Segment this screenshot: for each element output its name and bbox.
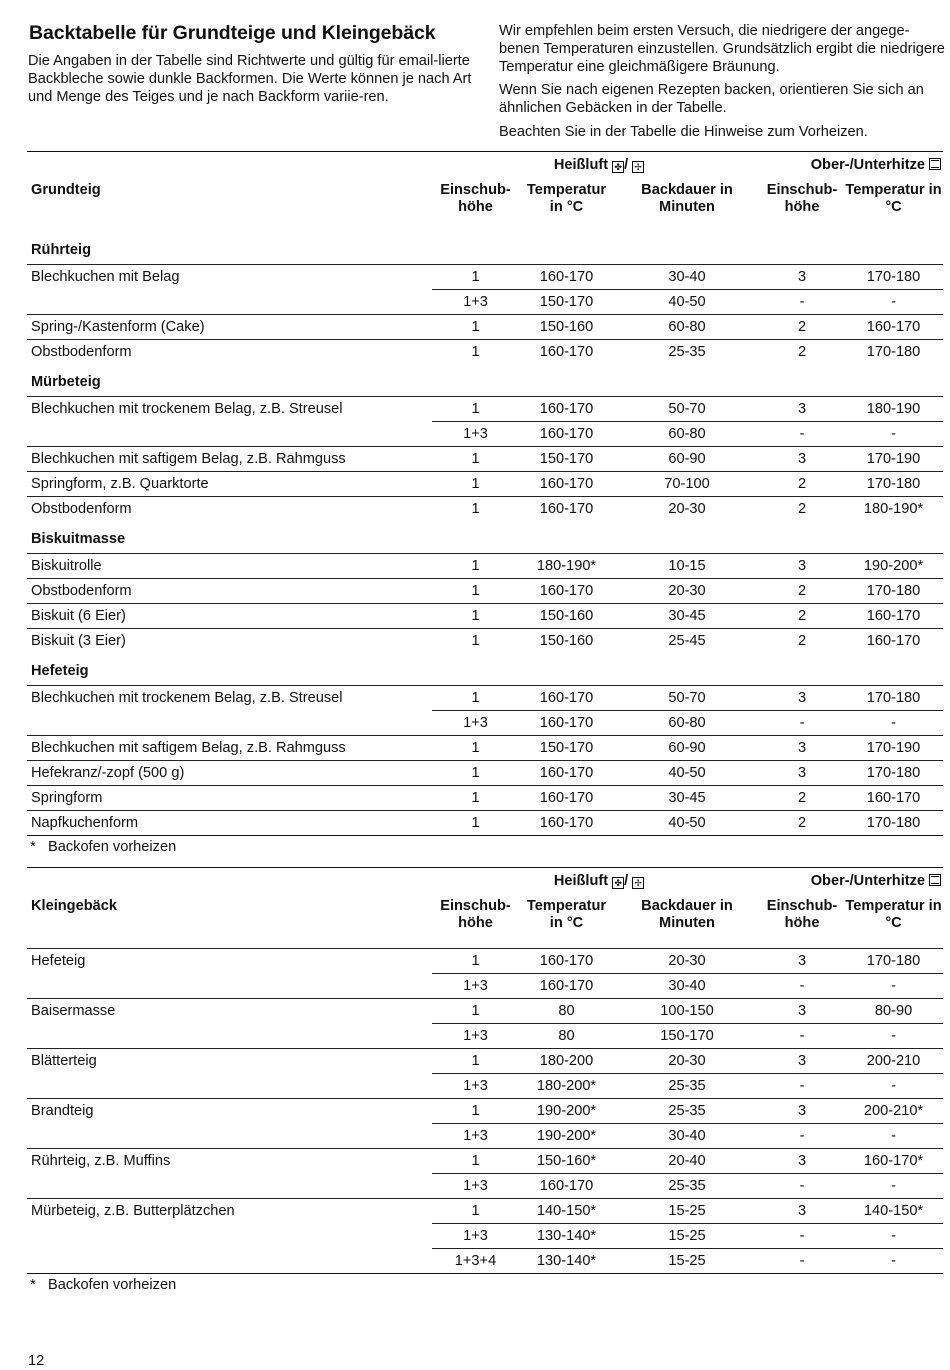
temperature-cell: 160-170* <box>844 1149 943 1174</box>
shelf-height-cell: 2 <box>760 811 844 836</box>
footnote-marker: * <box>30 1277 36 1293</box>
temperature-cell: 180-190* <box>844 497 943 522</box>
bake-item-name <box>27 1124 432 1149</box>
temperature-cell: 160-170 <box>844 315 943 340</box>
temperature-cell: 150-160 <box>519 315 614 340</box>
bake-item-name <box>27 711 432 736</box>
temperature-cell: 200-210 <box>844 1049 943 1074</box>
column-header-temperature: Temperatur in °C <box>526 898 607 931</box>
bake-item-name <box>27 422 432 447</box>
shelf-height-cell: 1 <box>432 999 519 1024</box>
group-heading: Biskuitmasse <box>31 531 126 547</box>
footnote-marker: * <box>30 839 36 855</box>
mode-label: Heißluft <box>553 156 609 173</box>
table-row <box>27 554 943 579</box>
shelf-height-cell: - <box>760 1074 844 1099</box>
footnote-text: Backofen vorheizen <box>48 839 177 855</box>
duration-cell: 30-40 <box>614 265 760 290</box>
bake-item-name: Napfkuchenform <box>27 811 432 836</box>
bake-item-name: Obstbodenform <box>27 497 432 522</box>
group-heading-row <box>27 521 943 554</box>
table-row <box>27 999 943 1024</box>
intro-text-right <box>499 23 949 148</box>
temperature-cell: 160-170 <box>519 340 614 365</box>
shelf-height-cell: 1+3 <box>432 711 519 736</box>
temperature-cell: 200-210* <box>844 1099 943 1124</box>
bake-item-name: Blechkuchen mit Belag <box>27 265 432 290</box>
column-header-dough: Kleingebäck <box>31 898 117 914</box>
bake-item-name: Spring-/Kastenform (Cake) <box>27 315 432 340</box>
duration-cell: 30-40 <box>614 974 760 999</box>
temperature-cell: 190-200* <box>519 1099 614 1124</box>
duration-cell: 15-25 <box>614 1249 760 1274</box>
table-row <box>27 422 943 447</box>
shelf-height-cell: 1 <box>432 1049 519 1074</box>
duration-cell: 50-70 <box>614 686 760 711</box>
group-heading: Rührteig <box>31 242 91 258</box>
bake-item-name: Blechkuchen mit saftigem Belag, z.B. Rahmguss <box>27 736 432 761</box>
table-row <box>27 397 943 422</box>
temperature-cell: 160-170 <box>844 604 943 629</box>
temperature-cell: 160-170 <box>844 629 943 654</box>
temperature-cell: 180-200 <box>519 1049 614 1074</box>
table-row <box>27 711 943 736</box>
temperature-cell: 170-180 <box>844 340 943 365</box>
group-heading: Mürbeteig <box>31 374 101 390</box>
temperature-cell: 130-140* <box>519 1249 614 1274</box>
temperature-cell: 160-170 <box>519 949 614 974</box>
shelf-height-cell: 1 <box>432 340 519 365</box>
temperature-cell: 150-170 <box>519 290 614 315</box>
shelf-height-cell: 1 <box>432 1099 519 1124</box>
shelf-height-cell: 1+3 <box>432 974 519 999</box>
temperature-cell: 140-150* <box>519 1199 614 1224</box>
duration-cell: 100-150 <box>614 999 760 1024</box>
table-row <box>27 265 943 290</box>
group-heading-row <box>27 232 943 265</box>
shelf-height-cell: 3 <box>760 999 844 1024</box>
bake-item-name <box>27 290 432 315</box>
bake-item-name <box>27 1174 432 1199</box>
shelf-height-cell: - <box>760 422 844 447</box>
page-title: Backtabelle für Grundteige und Kleingebäck <box>29 22 436 44</box>
shelf-height-cell: 1+3 <box>432 1124 519 1149</box>
duration-cell: 30-45 <box>614 786 760 811</box>
shelf-height-cell: 1 <box>432 686 519 711</box>
column-header-shelf: Einschub-höhe <box>766 182 838 215</box>
shelf-height-cell: 1 <box>432 579 519 604</box>
temperature-cell: - <box>844 1249 943 1274</box>
shelf-height-cell: 1 <box>432 786 519 811</box>
bake-item-name: Rührteig, z.B. Muffins <box>27 1149 432 1174</box>
shelf-height-cell: 1 <box>432 1199 519 1224</box>
page-number: 12 <box>28 1353 45 1369</box>
table-row <box>27 447 943 472</box>
temperature-cell: 160-170 <box>519 974 614 999</box>
shelf-height-cell: - <box>760 711 844 736</box>
temperature-cell: 80 <box>519 1024 614 1049</box>
temperature-cell: 80-90 <box>844 999 943 1024</box>
baking-table-small-pastries <box>27 867 943 1274</box>
bake-item-name: Obstbodenform <box>27 579 432 604</box>
shelf-height-cell: 1 <box>432 604 519 629</box>
temperature-cell: 150-160 <box>519 604 614 629</box>
column-header-shelf: Einschub-höhe <box>766 898 838 931</box>
temperature-cell: 160-170 <box>519 761 614 786</box>
mode-label: Ober-/Unterhitze <box>810 156 926 173</box>
temperature-cell: - <box>844 1074 943 1099</box>
shelf-height-cell: 1+3 <box>432 1174 519 1199</box>
table-row <box>27 736 943 761</box>
intro-paragraph: Wir empfehlen beim ersten Versuch, die niedrigere der angege-benen Temperaturen einzustellen. Grundsätzlich ergibt die niedrigere Temperatur eine gleichmäßigere Bräunung. <box>499 23 945 75</box>
shelf-height-cell: 3 <box>760 686 844 711</box>
duration-cell: 60-90 <box>614 736 760 761</box>
baking-table-basic-doughs <box>27 151 943 836</box>
table-row <box>27 1249 943 1274</box>
temperature-cell: 160-170 <box>519 786 614 811</box>
shelf-height-cell: 3 <box>760 736 844 761</box>
temperature-cell: 170-190 <box>844 736 943 761</box>
fan-icon: ✤ <box>612 877 624 889</box>
duration-cell: 25-35 <box>614 1074 760 1099</box>
mode-spacer <box>27 152 432 178</box>
bake-item-name: Blätterteig <box>27 1049 432 1074</box>
temperature-cell: 160-170 <box>519 265 614 290</box>
duration-cell: 60-80 <box>614 711 760 736</box>
shelf-height-cell: 1+3 <box>432 1024 519 1049</box>
shelf-height-cell: 1 <box>432 447 519 472</box>
shelf-height-cell: 3 <box>760 265 844 290</box>
temperature-cell: 130-140* <box>519 1224 614 1249</box>
duration-cell: 20-40 <box>614 1149 760 1174</box>
temperature-cell: - <box>844 1224 943 1249</box>
temperature-cell: 180-200* <box>519 1074 614 1099</box>
table-row <box>27 1149 943 1174</box>
shelf-height-cell: 1 <box>432 265 519 290</box>
shelf-height-cell: 1 <box>432 629 519 654</box>
table-row <box>27 811 943 836</box>
shelf-height-cell: 3 <box>760 554 844 579</box>
bake-item-name: Blechkuchen mit saftigem Belag, z.B. Rahmguss <box>27 447 432 472</box>
table-row <box>27 974 943 999</box>
duration-cell: 25-35 <box>614 1099 760 1124</box>
group-heading-row <box>27 653 943 686</box>
temperature-cell: - <box>844 422 943 447</box>
bake-item-name: Baisermasse <box>27 999 432 1024</box>
temperature-cell: 170-190 <box>844 447 943 472</box>
bake-item-name <box>27 1024 432 1049</box>
table-row <box>27 1124 943 1149</box>
table-row <box>27 1199 943 1224</box>
mode-spacer <box>27 868 432 894</box>
table-row <box>27 1074 943 1099</box>
shelf-height-cell: 2 <box>760 629 844 654</box>
intro-paragraph: Beachten Sie in der Tabelle die Hinweise zum Vorheizen. <box>499 123 868 140</box>
group-heading: Hefeteig <box>31 663 89 679</box>
duration-cell: 25-35 <box>614 1174 760 1199</box>
table-row <box>27 497 943 522</box>
temperature-cell: - <box>844 290 943 315</box>
shelf-height-cell: 1 <box>432 736 519 761</box>
column-header-shelf: Einschub-höhe <box>440 898 511 931</box>
column-header-temperature: Temperatur in °C <box>845 182 942 215</box>
bake-item-name: Hefeteig <box>27 949 432 974</box>
hot-air-mode-header: Heißluft ✤ / ✢ <box>432 868 760 894</box>
duration-cell: 60-90 <box>614 447 760 472</box>
temperature-cell: - <box>844 1174 943 1199</box>
hot-air-mode-header: Heißluft ✤ / ✢ <box>432 152 760 178</box>
duration-cell: 150-170 <box>614 1024 760 1049</box>
column-header-dough: Grundteig <box>31 182 101 198</box>
table-row <box>27 1099 943 1124</box>
table-row <box>27 290 943 315</box>
duration-cell: 15-25 <box>614 1224 760 1249</box>
fan-icon: ✤ <box>612 161 624 173</box>
bake-item-name <box>27 1074 432 1099</box>
footnote-text: Backofen vorheizen <box>48 1277 177 1293</box>
column-header-shelf: Einschub-höhe <box>440 182 511 215</box>
duration-cell: 30-40 <box>614 1124 760 1149</box>
temperature-cell: 160-170 <box>519 1174 614 1199</box>
shelf-height-cell: 1 <box>432 949 519 974</box>
shelf-height-cell: 3 <box>760 397 844 422</box>
temperature-cell: 150-160* <box>519 1149 614 1174</box>
temperature-cell: 170-180 <box>844 472 943 497</box>
bake-item-name: Springform <box>27 786 432 811</box>
duration-cell: 70-100 <box>614 472 760 497</box>
shelf-height-cell: - <box>760 1224 844 1249</box>
temperature-cell: 160-170 <box>519 579 614 604</box>
bake-item-name: Hefekranz/-zopf (500 g) <box>27 761 432 786</box>
temperature-cell: 170-180 <box>844 265 943 290</box>
temperature-cell: - <box>844 1124 943 1149</box>
temperature-cell: 160-170 <box>519 686 614 711</box>
shelf-height-cell: 2 <box>760 315 844 340</box>
shelf-height-cell: 3 <box>760 949 844 974</box>
shelf-height-cell: 1 <box>432 472 519 497</box>
table-row <box>27 340 943 365</box>
shelf-height-cell: - <box>760 1249 844 1274</box>
temperature-cell: 170-180 <box>844 761 943 786</box>
footnote-preheat <box>30 1277 176 1293</box>
duration-cell: 40-50 <box>614 290 760 315</box>
bake-item-name <box>27 1249 432 1274</box>
temperature-cell: 150-160 <box>519 629 614 654</box>
top-bottom-heat-mode-header <box>760 152 943 178</box>
temperature-cell: 140-150* <box>844 1199 943 1224</box>
shelf-height-cell: 2 <box>760 497 844 522</box>
table-row <box>27 1224 943 1249</box>
duration-cell: 25-35 <box>614 340 760 365</box>
temperature-cell: 150-170 <box>519 447 614 472</box>
shelf-height-cell: - <box>760 1174 844 1199</box>
column-header-duration: Backdauer in Minuten <box>641 898 733 931</box>
temperature-cell: 180-190* <box>519 554 614 579</box>
shelf-height-cell: 3 <box>760 447 844 472</box>
group-heading-row <box>27 364 943 397</box>
temperature-cell: 160-170 <box>519 472 614 497</box>
temperature-cell: 160-170 <box>519 711 614 736</box>
shelf-height-cell: 1+3 <box>432 422 519 447</box>
duration-cell: 60-80 <box>614 315 760 340</box>
temperature-cell: 170-180 <box>844 686 943 711</box>
shelf-height-cell: 1+3 <box>432 1074 519 1099</box>
table-row <box>27 786 943 811</box>
intro-paragraph: Wenn Sie nach eigenen Rezepten backen, orientieren Sie sich an ähnlichen Gebäcken in der Tabelle. <box>499 82 924 117</box>
shelf-height-cell: 1 <box>432 497 519 522</box>
bake-item-name: Biskuitrolle <box>27 554 432 579</box>
temperature-cell: 160-170 <box>519 811 614 836</box>
shelf-height-cell: 1+3 <box>432 1224 519 1249</box>
shelf-height-cell: 1 <box>432 1149 519 1174</box>
temperature-cell: 80 <box>519 999 614 1024</box>
temperature-cell: 160-170 <box>844 786 943 811</box>
duration-cell: 20-30 <box>614 1049 760 1074</box>
bake-item-name: Mürbeteig, z.B. Butterplätzchen <box>27 1199 432 1224</box>
top-bottom-heat-icon <box>929 158 941 170</box>
column-header-temperature: Temperatur in °C <box>526 182 607 215</box>
column-header-row <box>27 893 943 949</box>
temperature-cell: 170-180 <box>844 579 943 604</box>
table-row <box>27 761 943 786</box>
shelf-height-cell: 2 <box>760 472 844 497</box>
shelf-height-cell: 3 <box>760 1049 844 1074</box>
shelf-height-cell: 2 <box>760 786 844 811</box>
duration-cell: 60-80 <box>614 422 760 447</box>
bake-item-name <box>27 1224 432 1249</box>
heating-mode-row <box>27 152 943 178</box>
shelf-height-cell: 3 <box>760 1199 844 1224</box>
top-bottom-heat-mode-header <box>760 868 943 894</box>
table-row <box>27 315 943 340</box>
shelf-height-cell: 3 <box>760 761 844 786</box>
temperature-cell: - <box>844 974 943 999</box>
temperature-cell: 170-180 <box>844 811 943 836</box>
table-row <box>27 1174 943 1199</box>
table-row <box>27 686 943 711</box>
temperature-cell: 150-170 <box>519 736 614 761</box>
temperature-cell: 190-200* <box>844 554 943 579</box>
duration-cell: 20-30 <box>614 497 760 522</box>
shelf-height-cell: 1 <box>432 811 519 836</box>
fan-icon: ✢ <box>632 161 644 173</box>
shelf-height-cell: 1+3+4 <box>432 1249 519 1274</box>
shelf-height-cell: - <box>760 1124 844 1149</box>
shelf-height-cell: 1 <box>432 761 519 786</box>
duration-cell: 25-45 <box>614 629 760 654</box>
temperature-cell: 180-190 <box>844 397 943 422</box>
top-bottom-heat-icon <box>929 874 941 886</box>
temperature-cell: 160-170 <box>519 497 614 522</box>
bake-item-name: Obstbodenform <box>27 340 432 365</box>
shelf-height-cell: - <box>760 974 844 999</box>
shelf-height-cell: 1 <box>432 397 519 422</box>
temperature-cell: 190-200* <box>519 1124 614 1149</box>
shelf-height-cell: - <box>760 1024 844 1049</box>
heating-mode-row <box>27 868 943 894</box>
shelf-height-cell: 2 <box>760 579 844 604</box>
column-header-temperature: Temperatur in °C <box>845 898 942 931</box>
mode-label: Ober-/Unterhitze <box>810 872 926 889</box>
bake-item-name: Springform, z.B. Quarktorte <box>27 472 432 497</box>
bake-item-name: Biskuit (6 Eier) <box>27 604 432 629</box>
column-header-duration: Backdauer in Minuten <box>641 182 733 215</box>
table-row <box>27 472 943 497</box>
bake-item-name: Biskuit (3 Eier) <box>27 629 432 654</box>
intro-text-left: Die Angaben in der Tabelle sind Richtwerte und gültig für email-lierte Backbleche sowie dunkle Backformen. Die Werte können je nach Art und Menge des Teiges und je nach Backform variie-ren. <box>28 53 472 105</box>
duration-cell: 40-50 <box>614 811 760 836</box>
temperature-cell: 170-180 <box>844 949 943 974</box>
table-row <box>27 579 943 604</box>
shelf-height-cell: 3 <box>760 1149 844 1174</box>
duration-cell: 15-25 <box>614 1199 760 1224</box>
table-row <box>27 1049 943 1074</box>
duration-cell: 10-15 <box>614 554 760 579</box>
temperature-cell: - <box>844 711 943 736</box>
temperature-cell: - <box>844 1024 943 1049</box>
duration-cell: 20-30 <box>614 949 760 974</box>
shelf-height-cell: 1+3 <box>432 290 519 315</box>
table-row <box>27 1024 943 1049</box>
shelf-height-cell: 2 <box>760 340 844 365</box>
bake-item-name: Brandteig <box>27 1099 432 1124</box>
table-row <box>27 604 943 629</box>
bake-item-name <box>27 974 432 999</box>
temperature-cell: 160-170 <box>519 422 614 447</box>
duration-cell: 50-70 <box>614 397 760 422</box>
table-row <box>27 629 943 654</box>
fan-icon: ✢ <box>632 877 644 889</box>
shelf-height-cell: 1 <box>432 554 519 579</box>
mode-label: Heißluft <box>553 872 609 889</box>
shelf-height-cell: - <box>760 290 844 315</box>
footnote-preheat <box>30 839 176 855</box>
shelf-height-cell: 2 <box>760 604 844 629</box>
temperature-cell: 160-170 <box>519 397 614 422</box>
shelf-height-cell: 3 <box>760 1099 844 1124</box>
column-header-row <box>27 177 943 232</box>
duration-cell: 20-30 <box>614 579 760 604</box>
duration-cell: 40-50 <box>614 761 760 786</box>
bake-item-name: Blechkuchen mit trockenem Belag, z.B. Streusel <box>27 397 432 422</box>
shelf-height-cell: 1 <box>432 315 519 340</box>
table-row <box>27 949 943 974</box>
bake-item-name: Blechkuchen mit trockenem Belag, z.B. Streusel <box>27 686 432 711</box>
duration-cell: 30-45 <box>614 604 760 629</box>
